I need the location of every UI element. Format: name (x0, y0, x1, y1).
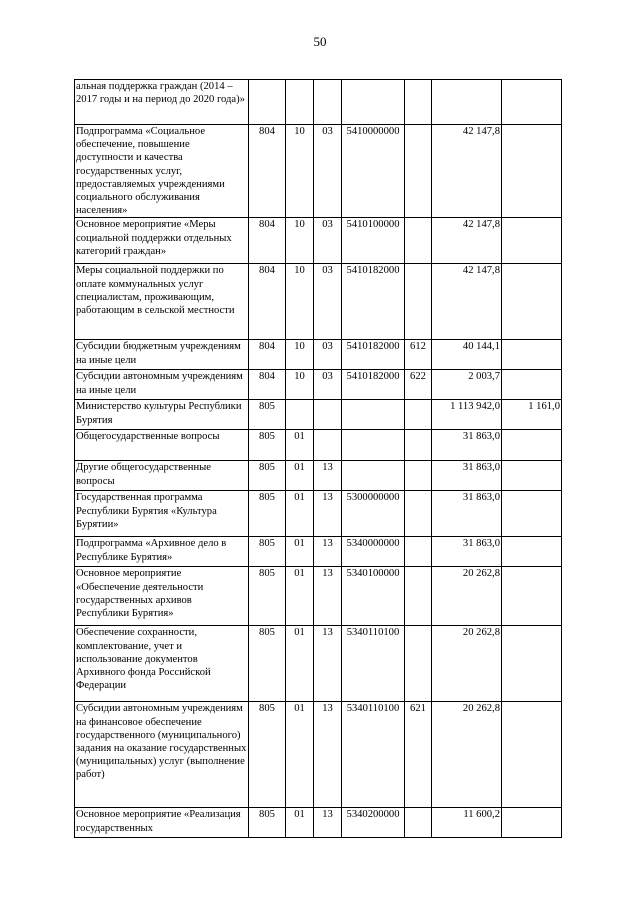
row-target-article: 5300000000 (342, 491, 405, 537)
row-amount: 40 144,1 (432, 340, 502, 370)
row-subsection (314, 430, 342, 461)
row-name: Субсидии бюджетным учреждениям на иные цели (75, 340, 249, 370)
page-number: 50 (313, 34, 327, 49)
row-section: 10 (286, 340, 314, 370)
row-amount-extra (502, 461, 562, 491)
row-subsection: 13 (314, 626, 342, 702)
row-name: Основное мероприятие «Обеспечение деятельности государственных архивов Республики Бурятия» (75, 567, 249, 626)
row-expense-type (405, 430, 432, 461)
row-grbs: 805 (249, 537, 286, 567)
table-row (75, 808, 562, 838)
row-grbs: 804 (249, 218, 286, 264)
row-grbs: 804 (249, 264, 286, 340)
row-amount-extra (502, 430, 562, 461)
row-grbs: 805 (249, 461, 286, 491)
row-grbs: 805 (249, 808, 286, 838)
row-target-article: 5340110100 (342, 626, 405, 702)
table-row (75, 218, 562, 264)
row-amount-extra (502, 340, 562, 370)
row-expense-type (405, 537, 432, 567)
table-row (75, 567, 562, 626)
row-expense-type (405, 491, 432, 537)
row-amount: 31 863,0 (432, 430, 502, 461)
row-name: Меры социальной поддержки по оплате коммунальных услуг специалистам, проживающим, работающим в сельской местности (75, 264, 249, 340)
row-amount: 31 863,0 (432, 461, 502, 491)
row-amount-extra (502, 702, 562, 808)
row-target-article: 5340110100 (342, 702, 405, 808)
row-section: 10 (286, 264, 314, 340)
row-name: Подпрограмма «Архивное дело в Республике Бурятия» (75, 537, 249, 567)
row-amount-extra (502, 491, 562, 537)
row-grbs (249, 80, 286, 125)
row-amount: 42 147,8 (432, 125, 502, 218)
row-amount: 2 003,7 (432, 370, 502, 400)
row-amount-extra (502, 80, 562, 125)
row-name: Субсидии автономным учреждениям на финансовое обеспечение государственного (муниципального) задания на оказание государственных (муниципальных) услуг (выполнение работ) (75, 702, 249, 808)
row-subsection: 13 (314, 808, 342, 838)
row-amount-extra: 1 161,0 (502, 400, 562, 430)
row-amount-extra (502, 808, 562, 838)
row-section: 01 (286, 626, 314, 702)
row-subsection: 13 (314, 537, 342, 567)
row-subsection: 03 (314, 125, 342, 218)
row-expense-type (405, 264, 432, 340)
row-target-article (342, 80, 405, 125)
row-amount-extra (502, 370, 562, 400)
row-amount (432, 80, 502, 125)
row-grbs: 805 (249, 491, 286, 537)
row-grbs: 805 (249, 567, 286, 626)
row-expense-type (405, 125, 432, 218)
row-subsection: 13 (314, 702, 342, 808)
row-target-article (342, 400, 405, 430)
row-name: Основное мероприятие «Меры социальной поддержки отдельных категорий граждан» (75, 218, 249, 264)
row-section: 01 (286, 430, 314, 461)
row-amount: 42 147,8 (432, 264, 502, 340)
table-row (75, 430, 562, 461)
row-name: Основное мероприятие «Реализация государственных (75, 808, 249, 838)
table-row (75, 264, 562, 340)
row-expense-type: 622 (405, 370, 432, 400)
table-row (75, 125, 562, 218)
row-amount-extra (502, 218, 562, 264)
row-subsection (314, 80, 342, 125)
row-subsection: 13 (314, 491, 342, 537)
row-amount: 20 262,8 (432, 702, 502, 808)
row-name: Государственная программа Республики Бурятия «Культура Бурятии» (75, 491, 249, 537)
row-amount: 1 113 942,0 (432, 400, 502, 430)
row-expense-type (405, 808, 432, 838)
row-amount-extra (502, 125, 562, 218)
row-target-article: 5340200000 (342, 808, 405, 838)
row-name: Другие общегосударственные вопросы (75, 461, 249, 491)
row-target-article: 5410182000 (342, 370, 405, 400)
row-target-article: 5410182000 (342, 264, 405, 340)
row-expense-type (405, 461, 432, 491)
row-amount: 31 863,0 (432, 537, 502, 567)
row-section: 01 (286, 702, 314, 808)
row-name: Общегосударственные вопросы (75, 430, 249, 461)
table-row (75, 491, 562, 537)
row-amount-extra (502, 567, 562, 626)
row-section: 10 (286, 125, 314, 218)
row-subsection: 03 (314, 218, 342, 264)
row-name: Субсидии автономным учреждениям на иные цели (75, 370, 249, 400)
row-section: 10 (286, 370, 314, 400)
row-section: 01 (286, 461, 314, 491)
row-expense-type (405, 80, 432, 125)
table-row (75, 537, 562, 567)
row-section (286, 400, 314, 430)
budget-table (74, 79, 562, 838)
row-subsection: 03 (314, 370, 342, 400)
row-grbs: 805 (249, 702, 286, 808)
table-row (75, 400, 562, 430)
row-amount: 20 262,8 (432, 626, 502, 702)
row-grbs: 805 (249, 430, 286, 461)
row-amount: 11 600,2 (432, 808, 502, 838)
row-target-article (342, 461, 405, 491)
row-subsection: 03 (314, 264, 342, 340)
row-section: 01 (286, 808, 314, 838)
row-grbs: 805 (249, 626, 286, 702)
row-expense-type (405, 626, 432, 702)
row-grbs: 804 (249, 340, 286, 370)
row-name: Подпрограмма «Социальное обеспечение, повышение доступности и качества государственных услуг, предоставляемых учреждениями социального обслуживания населения» (75, 125, 249, 218)
row-grbs: 804 (249, 370, 286, 400)
row-amount-extra (502, 264, 562, 340)
row-subsection: 13 (314, 461, 342, 491)
table-row (75, 702, 562, 808)
row-grbs: 805 (249, 400, 286, 430)
row-expense-type (405, 400, 432, 430)
row-target-article: 5340100000 (342, 567, 405, 626)
row-target-article: 5340000000 (342, 537, 405, 567)
row-grbs: 804 (249, 125, 286, 218)
row-target-article: 5410182000 (342, 340, 405, 370)
table-row (75, 370, 562, 400)
row-section (286, 80, 314, 125)
table-row (75, 461, 562, 491)
row-name: альная поддержка граждан (2014 – 2017 годы и на период до 2020 года)» (75, 80, 249, 125)
row-amount-extra (502, 537, 562, 567)
row-section: 10 (286, 218, 314, 264)
row-section: 01 (286, 537, 314, 567)
row-expense-type (405, 567, 432, 626)
row-subsection: 13 (314, 567, 342, 626)
row-target-article: 5410100000 (342, 218, 405, 264)
row-subsection (314, 400, 342, 430)
row-section: 01 (286, 567, 314, 626)
row-target-article (342, 430, 405, 461)
row-name: Обеспечение сохранности, комплектование, учет и использование документов Архивного фонда Российской Федерации (75, 626, 249, 702)
row-subsection: 03 (314, 340, 342, 370)
row-amount: 20 262,8 (432, 567, 502, 626)
row-amount-extra (502, 626, 562, 702)
table-row (75, 626, 562, 702)
row-amount: 42 147,8 (432, 218, 502, 264)
row-expense-type: 621 (405, 702, 432, 808)
table-row (75, 80, 562, 125)
row-name: Министерство культуры Республики Бурятия (75, 400, 249, 430)
row-expense-type (405, 218, 432, 264)
row-section: 01 (286, 491, 314, 537)
row-amount: 31 863,0 (432, 491, 502, 537)
row-target-article: 5410000000 (342, 125, 405, 218)
row-expense-type: 612 (405, 340, 432, 370)
table-row (75, 340, 562, 370)
